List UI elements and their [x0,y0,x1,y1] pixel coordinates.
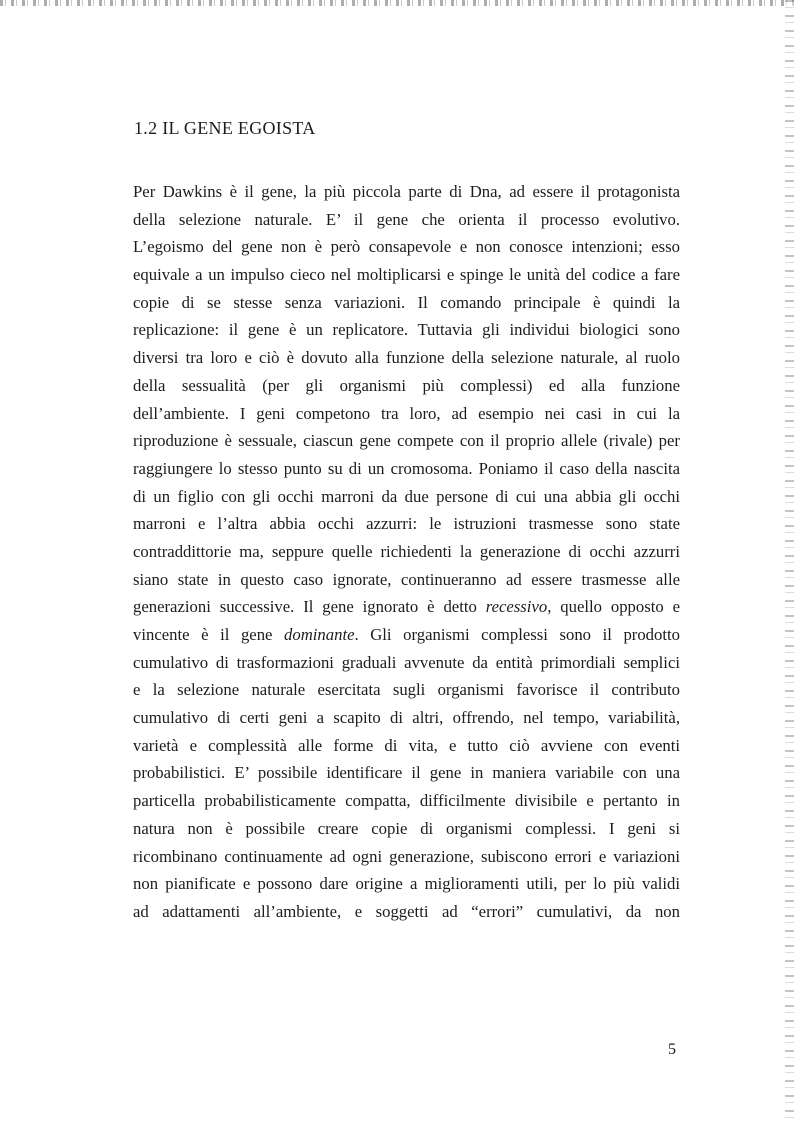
line-text: marroni e l’altra abbia occhi azzurri: le istruzioni trasmesse sono state [133,514,680,534]
line-text: . Gli organismi complessi sono il prodotto [354,625,680,644]
italic-term: dominante [284,625,355,644]
text-line [133,898,680,926]
text-line [133,704,680,732]
text-line [133,289,680,317]
line-text: di un figlio con gli occhi marroni da due persone di cui una abbia gli occhi [133,486,680,506]
line-text: ricombinano continuamente ad ogni generazione, subiscono errori e variazioni [133,846,680,866]
line-text: cumulativo di certi geni a scapito di altri, offrendo, nel tempo, variabilità, [133,708,680,728]
text-line [133,372,680,400]
text-line [133,316,680,344]
text-line [133,483,680,511]
line-text: copie di se stesse senza variazioni. Il comando principale è quindi la [133,292,680,312]
line-text: cumulativo di trasformazioni graduali avvenute da entità primordiali semplici [133,652,680,672]
text-line [133,787,680,815]
text-line [133,233,680,261]
text-line [133,206,680,234]
page-number: 5 [668,1041,676,1058]
line-text: della selezione naturale. E’ il gene che orienta il processo evolutivo. [133,209,680,229]
line-text: vincente è il gene [133,625,285,644]
text-line [133,538,680,566]
text-line [133,593,680,621]
line-text: raggiungere lo stesso punto su di un cromosoma. Poniamo il caso della nascita [133,458,680,478]
line-text: particella probabilisticamente compatta, difficilmente divisibile e pertanto in [133,791,680,811]
text-line [133,649,680,677]
line-text: generazioni successive. Il gene ignorato è detto [133,597,486,617]
line-text: probabilistici. E’ possibile identificare il gene in maniera variabile con una [133,763,680,783]
line-text: replicazione: il gene è un replicatore. Tuttavia gli individui biologici sono [133,320,680,340]
line-text: varietà e complessità alle forme di vita, e tutto ciò avviene con eventi [133,735,680,755]
scan-edge-right [785,0,794,1123]
text-line [133,759,680,787]
text-line [133,676,680,704]
text-line [133,344,680,372]
text-line [133,843,680,871]
text-line [133,732,680,760]
text-line [133,427,680,455]
scan-edge-top [0,0,794,6]
line-text: siano state in questo caso ignorate, continueranno ad essere trasmesse alle [133,569,680,589]
line-text: non pianificate e possono dare origine a miglioramenti utili, per lo più validi [133,874,680,894]
line-text: , quello opposto e [547,597,680,617]
line-text: diversi tra loro e ciò è dovuto alla funzione della selezione naturale, al ruolo [133,348,680,368]
line-text: L’egoismo del gene non è però consapevole e non conosce intenzioni; esso [133,237,680,257]
text-line [133,400,680,428]
section-heading: 1.2 IL GENE EGOISTA [134,118,316,138]
text-line [133,566,680,594]
line-text: ad adattamenti all’ambiente, e soggetti ad “errori” cumulativi, da non [133,901,680,921]
line-text: della sessualità (per gli organismi più complessi) ed alla funzione [133,375,680,395]
text-line [133,870,680,898]
text-line [133,510,680,538]
line-text: natura non è possibile creare copie di organismi complessi. I geni si [133,818,680,838]
italic-term: recessivo [485,597,548,617]
text-line [133,621,680,649]
line-text: riproduzione è sessuale, ciascun gene compete con il proprio allele (rivale) per [133,431,680,451]
line-text: equivale a un impulso cieco nel moltiplicarsi e spinge le unità del codice a fare [133,265,680,285]
line-text: dell’ambiente. I geni competono tra loro, ad esempio nei casi in cui la [133,403,680,423]
text-line [133,261,680,289]
text-line [133,178,680,206]
line-text: contraddittorie ma, seppure quelle richiedenti la generazione di occhi azzurri [133,541,680,561]
text-line [133,815,680,843]
body-paragraph [133,178,680,926]
line-text: Per Dawkins è il gene, la più piccola parte di Dna, ad essere il protagonista [133,182,680,201]
line-text: e la selezione naturale esercitata sugli organismi favorisce il contributo [133,680,680,700]
text-line [133,455,680,483]
